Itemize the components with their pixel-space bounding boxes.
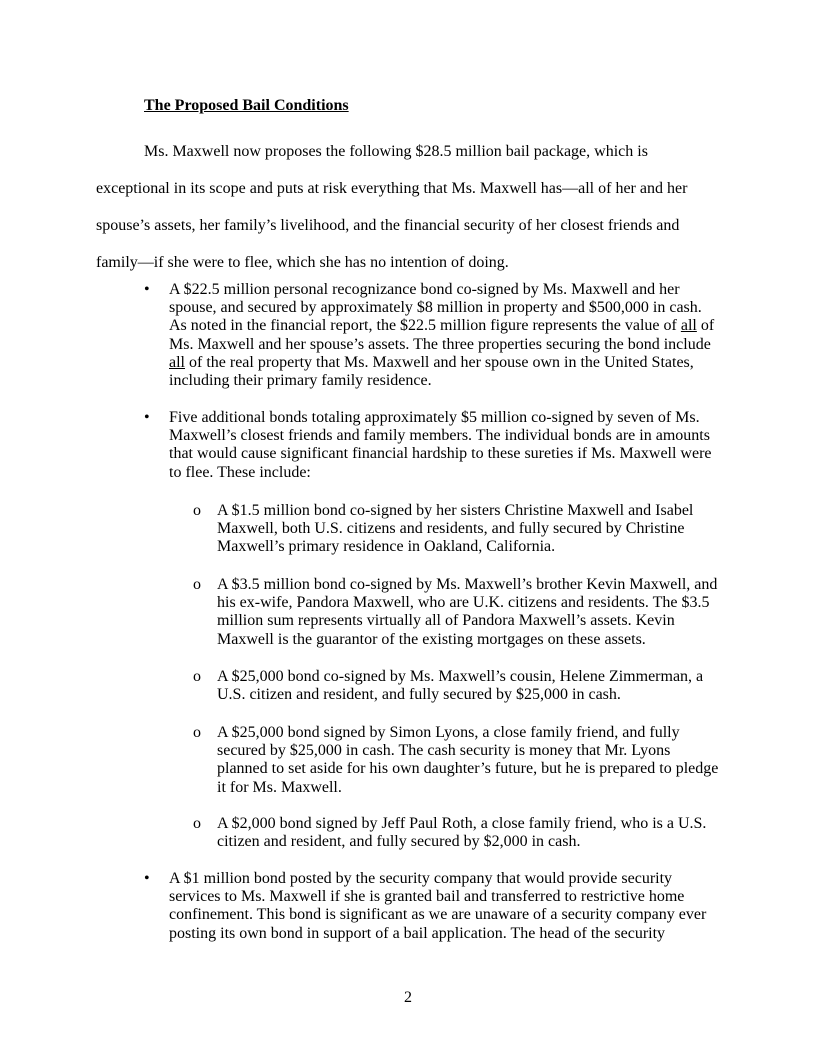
sub-bond-text: A $3.5 million bond co-signed by Ms. Maxwell’s brother Kevin Maxwell, and his ex-wife, Pandora Maxwell, who are U.K. citizens and residents. The $3.5 million sum represents virtually all of Pandora Maxwell’s assets. Kevin Maxwell is the guarantor of the existing mortgages on these assets. [217,576,718,648]
sub-bond-item [193,815,720,851]
emphasis-all: all [169,353,185,371]
sub-bullet-marker: o [193,724,201,741]
sub-bond-text: A $25,000 bond co-signed by Ms. Maxwell’s cousin, Helene Zimmerman, a U.S. citizen and resident, and fully secured by $25,000 in cash. [217,668,704,704]
sub-bond-item [193,502,720,557]
sub-bond-item [193,576,720,649]
bullet-text: A $1 million bond posted by the security company that would provide security services to Ms. Maxwell if she is granted bail and transferred to restrictive home confinement. This bond is significant as we are unaware of a security company ever posting its own bond in support of a bail application. The head of the security [169,870,707,942]
bullet-marker: • [144,281,150,298]
sub-bond-text: A $2,000 bond signed by Jeff Paul Roth, a close family friend, who is a U.S. citizen and resident, and fully secured by $2,000 in cash. [217,815,707,851]
emphasis-all: all [680,317,697,335]
sub-bond-text: A $1.5 million bond co-signed by her sisters Christine Maxwell and Isabel Maxwell, both U.S. citizens and residents, and fully secured by Christine Maxwell’s primary residence in Oakland, California. [217,502,694,556]
bullet-additional-bonds [144,409,720,482]
bullet-text: A $22.5 million personal recognizance bond co-signed by Ms. Maxwell and her spouse, and secured by approximately $8 million in property and $500,000 in cash. As noted in the financial report, the $22.5 million figure represents the value of all of Ms. Maxwell and her spouse’s assets. The three properties securing the bond include all of the real property that Ms. Maxwell and her spouse own in the United States, including their primary family residence. [169,281,715,390]
section-heading: The Proposed Bail Conditions [144,97,349,114]
bullet-personal-bond [144,281,720,390]
page-number: 2 [404,989,412,1006]
bullet-security-company-bond [144,870,720,943]
sub-bond-item [193,668,720,704]
sub-bullet-marker: o [193,576,201,593]
bullet-text: Five additional bonds totaling approximately $5 million co-signed by seven of Ms. Maxwell’s closest friends and family members. The individual bonds are in amounts that would cause significant financial hardship to these sureties if Ms. Maxwell were to flee. These include: [169,409,712,481]
sub-bullet-marker: o [193,502,201,519]
bullet-marker: • [144,409,150,426]
sub-bond-item [193,724,720,797]
sub-bullet-marker: o [193,815,201,832]
intro-paragraph: Ms. Maxwell now proposes the following $28.5 million bail package, which is exceptional in its scope and puts at risk everything that Ms. Maxwell has—all of her and her spouse’s assets, her family’s livelihood, and the financial security of her closest friends and family—if she were to flee, which she has no intention of doing. [96,143,688,271]
sub-bond-text: A $25,000 bond signed by Simon Lyons, a close family friend, and fully secured by $25,000 in cash. The cash security is money that Mr. Lyons planned to set aside for his own daughter’s future, but he is prepared to pledge it for Ms. Maxwell. [217,724,719,796]
bullet-marker: • [144,870,150,887]
sub-bullet-marker: o [193,668,201,685]
